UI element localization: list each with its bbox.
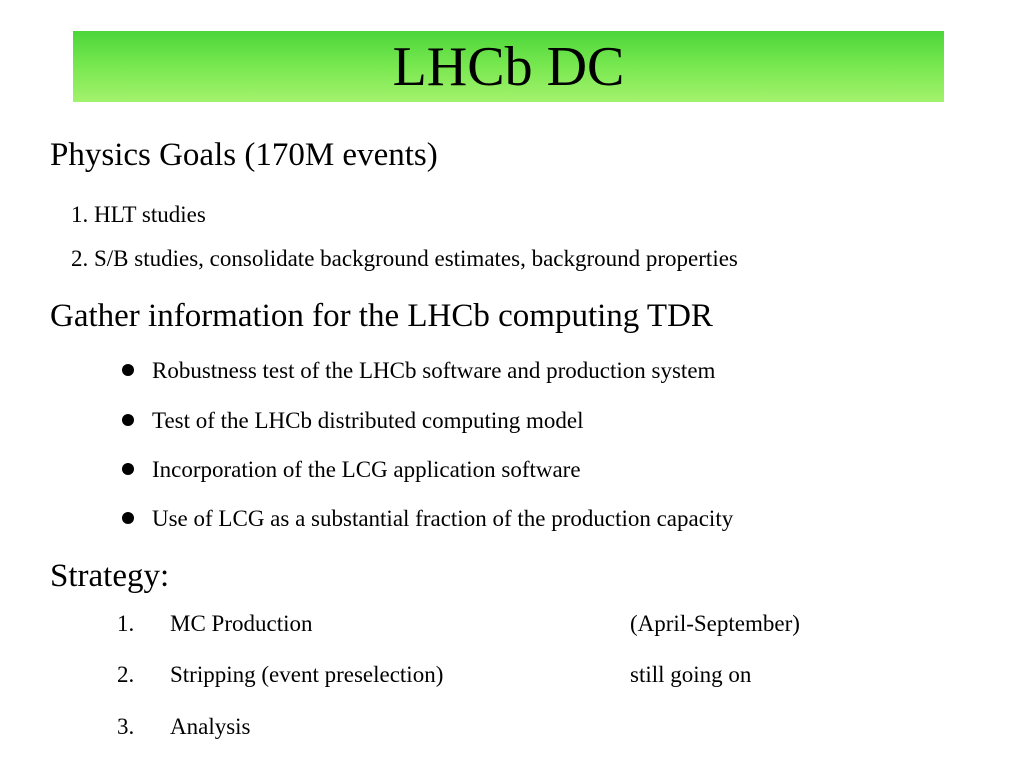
title-bar <box>73 31 944 102</box>
physics-goal-item: 1. HLT studies <box>71 202 206 227</box>
bullet-icon <box>122 414 134 426</box>
gather-bullet-item: Use of LCG as a substantial fraction of the production capacity <box>152 506 734 531</box>
strategy-step-note: still going on <box>630 662 752 687</box>
bullet-icon <box>122 512 134 524</box>
strategy-step-number: 1. <box>117 611 135 636</box>
physics-goal-item: 2. S/B studies, consolidate background estimates, background properties <box>71 246 738 271</box>
slide-title: LHCb DC <box>392 35 625 98</box>
gather-bullet-item: Test of the LHCb distributed computing model <box>152 408 584 433</box>
gather-info-heading: Gather information for the LHCb computing TDR <box>50 298 713 334</box>
physics-goals-heading: Physics Goals (170M events) <box>50 137 438 173</box>
strategy-heading: Strategy: <box>50 558 170 594</box>
gather-bullet-item: Robustness test of the LHCb software and production system <box>152 358 716 383</box>
strategy-step-label: MC Production <box>170 611 313 636</box>
bullet-icon <box>122 364 134 376</box>
strategy-step-label: Stripping (event preselection) <box>170 662 444 687</box>
strategy-step-note: (April-September) <box>630 611 800 636</box>
strategy-step-number: 3. <box>117 714 135 739</box>
strategy-step-number: 2. <box>117 662 135 687</box>
strategy-step-label: Analysis <box>170 714 251 739</box>
bullet-icon <box>122 463 134 475</box>
gather-bullet-item: Incorporation of the LCG application software <box>152 457 581 482</box>
